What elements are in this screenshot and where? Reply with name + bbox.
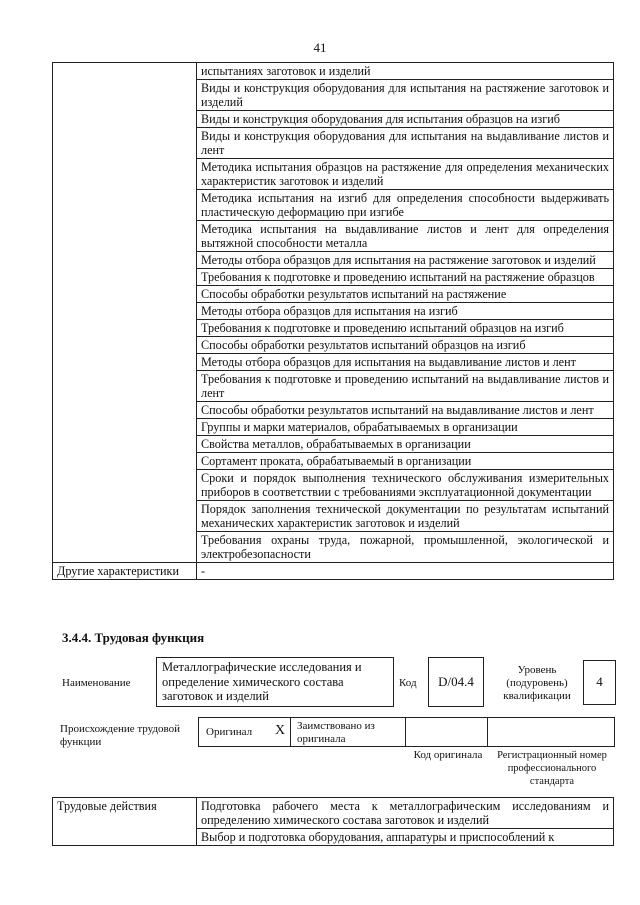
knowledge-item: Способы обработки результатов испытаний образцов на изгиб xyxy=(197,337,614,354)
table-row xyxy=(53,563,614,580)
knowledge-item: Требования охраны труда, пожарной, промышленной, экологической и электробезопасности xyxy=(197,532,614,563)
action-item: Подготовка рабочего места к металлографическим исследованиям и определению химического состава заготовок и изделий xyxy=(197,798,614,829)
section-heading: 3.4.4. Трудовая функция xyxy=(62,630,205,645)
level-value: 4 xyxy=(596,674,603,689)
knowledge-item: Порядок заполнения технической документации по результатам испытаний механических характеристик заготовок и изделий xyxy=(197,501,614,532)
borrowed-box xyxy=(290,717,407,747)
original-label: Оригинал xyxy=(206,726,253,738)
original-box xyxy=(198,717,292,747)
origin-label: Происхождение трудовой функции xyxy=(60,723,181,748)
knowledge-item: Группы и марки материалов, обрабатываемых в организации xyxy=(197,419,614,436)
knowledge-item: Свойства металлов, обрабатываемых в организации xyxy=(197,436,614,453)
level-label: Уровень (подуровень) квалификации xyxy=(503,664,571,702)
reg-number-label: Регистрационный номер профессионального стандарта xyxy=(497,750,607,787)
knowledge-item: Методы отбора образцов для испытания на выдавливание листов и лент xyxy=(197,354,614,371)
level-box xyxy=(583,660,616,705)
code-original-label: Код оригинала xyxy=(413,749,483,761)
code-original-box xyxy=(405,717,489,747)
knowledge-item: Требования к подготовке и проведению испытаний на растяжение образцов xyxy=(197,269,614,286)
page-number: 41 xyxy=(313,40,327,55)
other-characteristics-label: Другие характеристики xyxy=(53,563,197,580)
knowledge-item: Виды и конструкция оборудования для испытания на растяжение заготовок и изделий xyxy=(197,80,614,111)
knowledge-item: Сортамент проката, обрабатываемый в организации xyxy=(197,453,614,470)
knowledge-table xyxy=(52,62,614,580)
knowledge-label-cell xyxy=(53,63,197,563)
labor-actions-table xyxy=(52,797,614,846)
knowledge-item: Методы отбора образцов для испытания на растяжение заготовок и изделий xyxy=(197,252,614,269)
knowledge-item: Требования к подготовке и проведению испытаний образцов на изгиб xyxy=(197,320,614,337)
knowledge-item: - xyxy=(197,563,614,580)
name-label: Наименование xyxy=(62,677,131,689)
knowledge-item: Способы обработки результатов испытаний на растяжение xyxy=(197,286,614,303)
borrowed-label: Заимствовано из оригинала xyxy=(297,720,375,745)
code-box xyxy=(428,657,484,707)
code-label: Код xyxy=(399,677,417,689)
actions-label: Трудовые действия xyxy=(53,798,197,846)
function-name-box xyxy=(156,657,394,707)
knowledge-item: Методы отбора образцов для испытания на изгиб xyxy=(197,303,614,320)
action-item: Выбор и подготовка оборудования, аппаратуры и приспособлений к xyxy=(197,829,614,846)
knowledge-item: Методика испытания образцов на растяжение для определения механических характеристик заготовок и изделий xyxy=(197,159,614,190)
knowledge-item: Виды и конструкция оборудования для испытания образцов на изгиб xyxy=(197,111,614,128)
table-row xyxy=(53,798,614,829)
knowledge-item: Методика испытания на изгиб для определения способности выдерживать пластическую деформацию при изгибе xyxy=(197,190,614,221)
code-value: D/04.4 xyxy=(438,674,474,689)
reg-number-box xyxy=(487,717,615,747)
knowledge-item: Сроки и порядок выполнения технического обслуживания измерительных приборов в соответствии с требованиями эксплуатационной документации xyxy=(197,470,614,501)
original-mark: X xyxy=(275,723,286,738)
function-name-value: Металлографические исследования и определение химического состава заготовок и изделий xyxy=(162,660,362,703)
knowledge-item: испытаниях заготовок и изделий xyxy=(197,63,614,80)
knowledge-item: Виды и конструкция оборудования для испытания на выдавливание листов и лент xyxy=(197,128,614,159)
knowledge-item: Способы обработки результатов испытаний на выдавливание листов и лент xyxy=(197,402,614,419)
knowledge-item: Требования к подготовке и проведению испытаний на выдавливание листов и лент xyxy=(197,371,614,402)
knowledge-item: Методика испытания на выдавливание листов и лент для определения вытяжной способности металла xyxy=(197,221,614,252)
table-row xyxy=(53,63,614,80)
